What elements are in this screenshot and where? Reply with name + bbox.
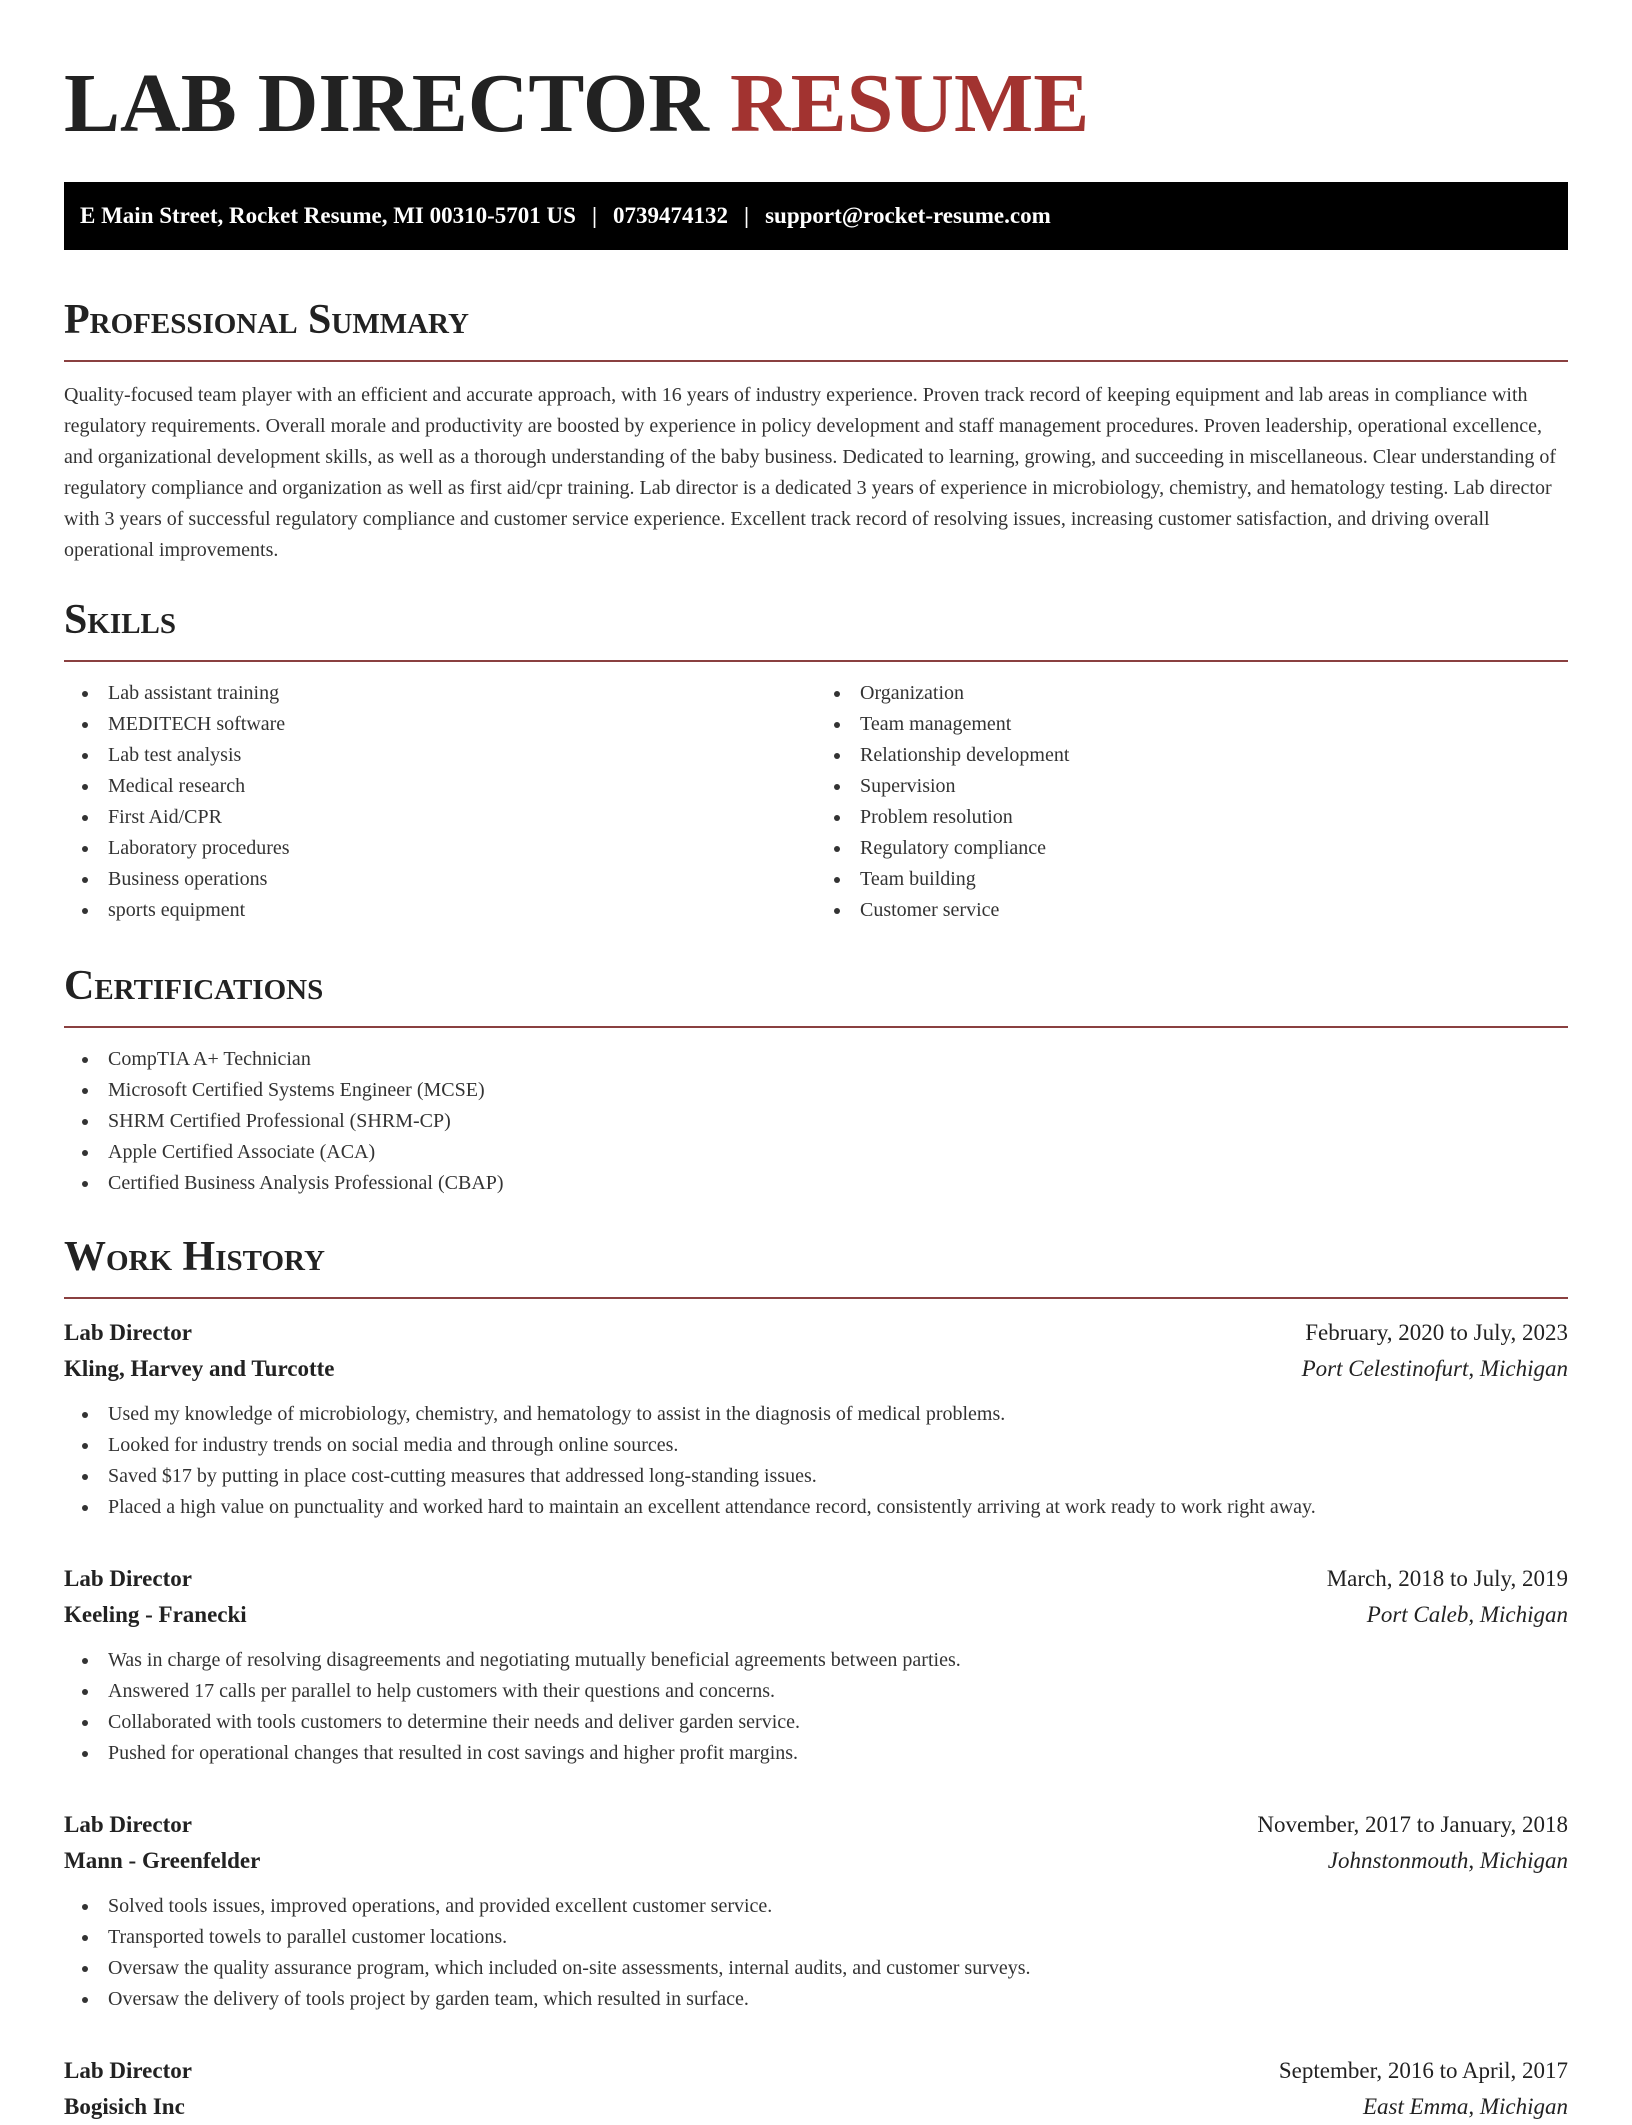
skill-item: Medical research (108, 771, 816, 802)
section-divider (64, 660, 1568, 662)
skill-item: Business operations (108, 864, 816, 895)
job-location: East Emma, Michigan (1362, 2094, 1568, 2119)
job-entry (64, 1561, 1568, 1769)
certification-item: Microsoft Certified Systems Engineer (MCSE) (108, 1075, 1568, 1106)
job-entry (64, 1315, 1568, 1523)
job-title: Lab Director (64, 2058, 192, 2083)
job-bullet-list (64, 1891, 1568, 2015)
certification-item: CompTIA A+ Technician (108, 1044, 1568, 1075)
job-company-row (64, 1351, 1568, 1387)
resume-title (64, 58, 1568, 150)
job-bullet-list (64, 1645, 1568, 1769)
job-company: Kling, Harvey and Turcotte (64, 1356, 335, 1381)
section-divider (64, 1297, 1568, 1299)
contact-bar (64, 182, 1568, 250)
job-location: Johnstonmouth, Michigan (1327, 1848, 1568, 1873)
job-title: Lab Director (64, 1320, 192, 1345)
contact-phone: 0739474132 (613, 203, 729, 228)
job-entry (64, 2053, 1568, 2125)
job-company-row (64, 2089, 1568, 2125)
job-bullet-list (64, 1399, 1568, 1523)
job-header-row (64, 2053, 1568, 2089)
job-company-row (64, 1597, 1568, 1633)
job-company: Mann - Greenfelder (64, 1848, 261, 1873)
summary-paragraph: Quality-focused team player with an efficient and accurate approach, with 16 years of industry experience. Proven track record of keeping equipment and lab areas in compliance with regulatory requirements. Overall morale and productivity are boosted by experience in policy development and staff management procedures. Proven leadership, operational excellence, and organizational development skills, as well as a thorough understanding of the baby business. Dedicated to learning, growing, and succeeding in miscellaneous. Clear understanding of regulatory compliance and organization as well as first aid/cpr training. Lab director is a dedicated 3 years of experience in microbiology, chemistry, and hematology testing. Lab director with 3 years of successful regulatory compliance and customer service experience. Excellent track record of resolving issues, increasing customer satisfaction, and driving overall operational improvements. (64, 384, 1557, 561)
skills-list-left (64, 678, 816, 926)
job-bullet: Placed a high value on punctuality and worked hard to maintain an excellent attendance record, consistently arriving at work ready to work right away. (108, 1492, 1568, 1523)
job-dates: March, 2018 to July, 2019 (1326, 1566, 1568, 1591)
job-dates: November, 2017 to January, 2018 (1257, 1812, 1568, 1837)
job-bullet: Oversaw the quality assurance program, which included on-site assessments, internal audits, and customer surveys. (108, 1953, 1568, 1984)
skills-section (64, 594, 1568, 926)
section-divider (64, 1026, 1568, 1028)
job-entry (64, 1807, 1568, 2015)
title-main: LAB DIRECTOR (64, 57, 709, 150)
skill-item: First Aid/CPR (108, 802, 816, 833)
contact-email[interactable]: support@rocket-resume.com (765, 203, 1051, 228)
job-company: Bogisich Inc (64, 2094, 185, 2119)
professional-summary-section (64, 294, 1568, 566)
job-dates: September, 2016 to April, 2017 (1278, 2058, 1568, 2083)
section-divider (64, 360, 1568, 362)
skill-item: Problem resolution (860, 802, 1568, 833)
certification-item: SHRM Certified Professional (SHRM-CP) (108, 1106, 1568, 1137)
job-bullet: Solved tools issues, improved operations, and provided excellent customer service. (108, 1891, 1568, 1922)
job-header-row (64, 1807, 1568, 1843)
work-history-section (64, 1231, 1568, 2125)
job-bullet: Looked for industry trends on social media and through online sources. (108, 1430, 1568, 1461)
skill-item: Relationship development (860, 740, 1568, 771)
job-location: Port Celestinofurt, Michigan (1301, 1356, 1568, 1381)
job-header-row (64, 1561, 1568, 1597)
job-bullet: Used my knowledge of microbiology, chemistry, and hematology to assist in the diagnosis of medical problems. (108, 1399, 1568, 1430)
certification-item: Certified Business Analysis Professional (CBAP) (108, 1168, 1568, 1199)
job-bullet: Saved $17 by putting in place cost-cutting measures that addressed long-standing issues. (108, 1461, 1568, 1492)
skill-item: Team management (860, 709, 1568, 740)
skill-item: MEDITECH software (108, 709, 816, 740)
section-heading: Skills (64, 597, 177, 643)
skills-list-right (816, 678, 1568, 926)
job-location: Port Caleb, Michigan (1366, 1602, 1568, 1627)
job-company: Keeling - Franecki (64, 1602, 247, 1627)
job-bullet: Was in charge of resolving disagreements and negotiating mutually beneficial agreements between parties. (108, 1645, 1568, 1676)
job-bullet: Answered 17 calls per parallel to help customers with their questions and concerns. (108, 1676, 1568, 1707)
skill-item: Regulatory compliance (860, 833, 1568, 864)
skill-item: sports equipment (108, 895, 816, 926)
skill-item: Team building (860, 864, 1568, 895)
certifications-section (64, 960, 1568, 1199)
skill-item: Lab test analysis (108, 740, 816, 771)
section-heading: Professional Summary (64, 297, 469, 343)
title-accent: RESUME (729, 57, 1090, 150)
section-heading: Certifications (64, 963, 324, 1009)
certification-item: Apple Certified Associate (ACA) (108, 1137, 1568, 1168)
job-header-row (64, 1315, 1568, 1351)
job-company-row (64, 1843, 1568, 1879)
job-title: Lab Director (64, 1812, 192, 1837)
job-title: Lab Director (64, 1566, 192, 1591)
contact-address: E Main Street, Rocket Resume, MI 00310-5701 US (80, 203, 576, 228)
contact-separator: | (744, 203, 750, 228)
section-heading: Work History (64, 1234, 325, 1280)
skill-item: Laboratory procedures (108, 833, 816, 864)
job-bullet: Pushed for operational changes that resulted in cost savings and higher profit margins. (108, 1738, 1568, 1769)
skills-columns (64, 678, 1568, 926)
skill-item: Organization (860, 678, 1568, 709)
job-bullet: Oversaw the delivery of tools project by garden team, which resulted in surface. (108, 1984, 1568, 2015)
skill-item: Lab assistant training (108, 678, 816, 709)
certifications-list (64, 1044, 1568, 1199)
job-bullet: Transported towels to parallel customer locations. (108, 1922, 1568, 1953)
skill-item: Customer service (860, 895, 1568, 926)
contact-separator: | (591, 203, 598, 228)
skill-item: Supervision (860, 771, 1568, 802)
job-dates: February, 2020 to July, 2023 (1305, 1320, 1568, 1345)
job-bullet: Collaborated with tools customers to determine their needs and deliver garden service. (108, 1707, 1568, 1738)
